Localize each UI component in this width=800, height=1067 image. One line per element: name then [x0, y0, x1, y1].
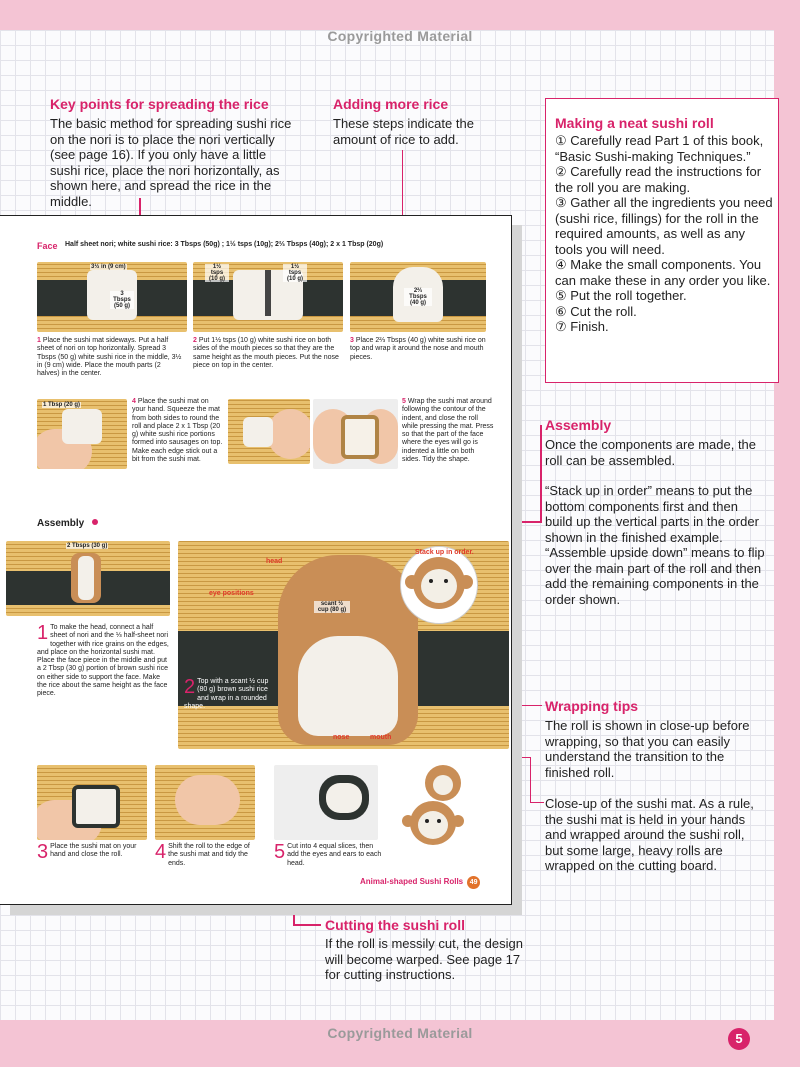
step4b-photo — [228, 399, 310, 464]
neat-roll-step: ① Carefully read Part 1 of this book, “Basic Sushi-making Techniques.” — [555, 133, 764, 164]
label-tsp-right: 1½ tsps (10 g) — [283, 264, 307, 282]
label-nose: nose — [333, 734, 350, 741]
step4-photo — [37, 399, 127, 469]
step5-text: 5 Wrap the sushi mat around following the contour of the indent, and close the roll while pressing the mat. Press so that the part of the face where the eyes will go is indented a little on both sides. Tidy the shape. — [402, 398, 494, 464]
label-2tbsp: 2 Tbsps (30 g) — [67, 543, 108, 549]
label-mouth: mouth — [370, 734, 392, 741]
neat-roll-step: ⑦ Finish. — [555, 319, 609, 334]
label-stack-up: Stack up in order. — [415, 549, 474, 556]
adding-rice-title: Adding more rice — [333, 96, 449, 112]
inset-page-badge: 49 — [467, 876, 480, 889]
assembly5-photo — [274, 765, 378, 840]
watermark-top: Copyrighted Material — [327, 28, 473, 44]
finished-slices — [380, 765, 485, 845]
wrapping-closeup-leader-v — [530, 757, 531, 803]
neat-roll-step: ⑤ Put the roll together. — [555, 288, 687, 303]
watermark-bottom: Copyrighted Material — [327, 1025, 473, 1041]
assembly-anchor-dot — [92, 519, 98, 525]
neat-roll-step: ⑥ Cut the roll. — [555, 303, 637, 319]
inset-footer: Animal-shaped Sushi Rolls 49 — [360, 876, 480, 889]
step4-text: 4 Place the sushi mat on your hand. Squeeze the mat from both sides to round the roll and place 2 x 1 Tbsp (20 g) white sushi rice portions formed into sausages on top. Make each edge stick out a bit from the sushi mat. — [132, 398, 223, 464]
face-label: Face — [37, 241, 58, 251]
label-head: head — [266, 558, 283, 565]
label-2-3tbsp: 2⅔ Tbsps (40 g) — [404, 288, 432, 306]
neat-roll-step: ② Carefully read the instructions for the roll you are making. — [555, 164, 762, 195]
step5-photo — [313, 399, 398, 469]
neat-roll-title: Making a neat sushi roll — [555, 115, 714, 131]
wrapping-closeup-leader-end — [530, 802, 544, 803]
page-number: 5 — [728, 1028, 750, 1050]
neat-roll-step: ③ Gather all the ingredients you need (sushi rice, fillings) for the roll in the required amounts, as well as any tools you will need. — [555, 195, 773, 257]
label-3tbsp: 3 Tbsps (50 g) — [110, 291, 134, 309]
step3-text: 3 Place 2⅔ Tbsps (40 g) white sushi rice on top and wrap it around the nose and mouth pieces. — [350, 337, 486, 361]
wrapping-tips-title: Wrapping tips — [545, 698, 639, 714]
assembly-note-title: Assembly — [545, 417, 612, 433]
assembly3-photo — [37, 765, 147, 840]
label-scant-cup: scant ½ cup (80 g) — [314, 601, 350, 613]
assembly-heading: Assembly — [37, 518, 85, 529]
assembly-note-leader-v — [540, 425, 542, 522]
assembly1-photo — [6, 541, 170, 616]
adding-rice-text: These steps indicate the amount of rice to add. — [333, 116, 474, 147]
cutting-leader-h — [293, 924, 321, 926]
assembly4-text: 4 Shift the roll to the edge of the sushi mat and tidy the ends. — [155, 841, 250, 867]
cutting-text: If the roll is messily cut, the design will become warped. See page 17 for cutting instructions. — [325, 936, 523, 982]
label-width: 3½ in (9 cm) — [91, 264, 126, 270]
assembly-note-p1: Once the components are made, the roll can be assembled. — [545, 437, 757, 468]
key-points-text: The basic method for spreading sushi rice on the nori is to place the nori vertically (see page 16). If you only have a little sushi rice, place the nori horizontally, as shown here, and spread the rice in the middle. — [50, 116, 292, 209]
wrapping-tips-leader — [512, 705, 542, 706]
finished-monkey-circle — [400, 546, 478, 624]
assembly2-text: 2 Top with a scant ½ cup (80 g) brown sushi rice and wrap in a rounded shape. — [184, 676, 269, 710]
label-1tbsp: 1 Tbsp (20 g) — [43, 402, 81, 408]
assembly5-text: 5 Cut into 4 equal slices, then add the eyes and ears to each head. — [274, 841, 382, 867]
step2-text: 2 Put 1½ tsps (10 g) white sushi rice on both sides of the mouth pieces so that they are the same height as the mouth pieces. Put the nose piece on top in the center. — [193, 337, 339, 369]
neat-roll-steps — [555, 133, 773, 335]
wrapping-tips-p2: Close-up of the sushi mat. As a rule, the sushi mat is held in your hands and wrapped around the sushi roll, but some large, heavy rolls are wrapped on the cutting board. — [545, 796, 754, 873]
neat-roll-step: ④ Make the small components. You can make these in any order you like. — [555, 257, 771, 288]
wrapping-tips-p1: The roll is shown in close-up before wrapping, so that you can easily understand the transition to the finished roll. — [545, 718, 750, 780]
face-ingredients: Half sheet nori; white sushi rice: 3 Tbsps (50g) ; 1½ tsps (10g); 2⅔ Tbsps (40g); 2 x 1 Tbsp (20g) — [65, 241, 384, 248]
neat-roll-box — [545, 98, 779, 383]
key-points-title: Key points for spreading the rice — [50, 96, 269, 112]
label-eye-positions: eye positions — [209, 590, 254, 597]
wrapping-tips-text — [545, 718, 765, 780]
assembly1-text: 1 To make the head, connect a half sheet of nori and the ⅓ half-sheet nori together with rice grains on the edges, and place on the horizontal sushi mat. Place the face piece in the middle and put a 2 Tbsp (30 g) portion of brown sushi rice on either side to support the face. Make the rice about the same height as the face piece. — [37, 622, 169, 698]
step1-text: 1 Place the sushi mat sideways. Put a half sheet of nori on top horizontally. Spread 3 Tbsps (50 g) white sushi rice in the middle, 3½ in (9 cm) wide. Place the mouth parts (2 halves) in the center. — [37, 337, 182, 378]
assembly-note-p2: “Stack up in order” means to put the bottom components first and then build up the vertical parts in the order shown in the finished example. “Assemble upside down” means to flip over the main part of the roll and then add the remaining components in the order shown. — [545, 483, 765, 607]
assembly-note-text — [545, 437, 765, 607]
label-tsp-left: 1½ tsps (10 g) — [205, 264, 229, 282]
assembly3-text: 3 Place the sushi mat on your hand and close the roll. — [37, 841, 137, 863]
recipe-page-inset — [0, 215, 512, 905]
assembly4-photo — [155, 765, 255, 840]
cutting-title: Cutting the sushi roll — [325, 917, 465, 933]
